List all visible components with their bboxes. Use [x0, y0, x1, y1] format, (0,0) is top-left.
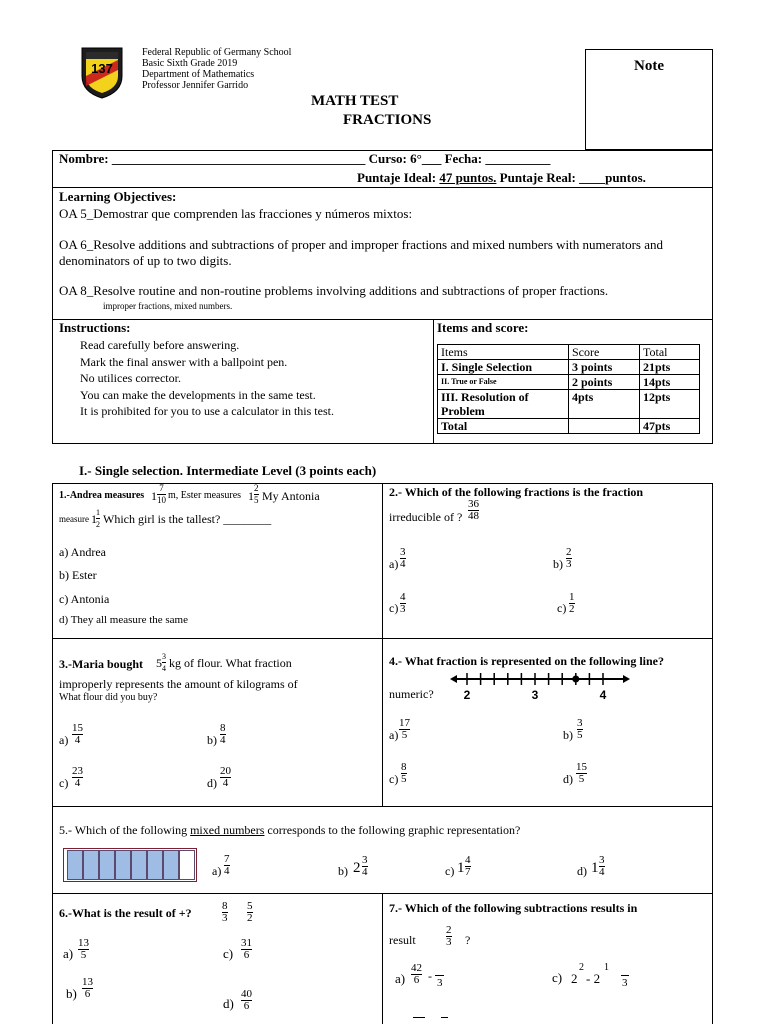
q2-option-a-frac: $\frac{3}{4}$ [400, 546, 406, 570]
instruction-item: It is prohibited for you to use a calculator in this test. [80, 404, 334, 418]
table-header-row [438, 345, 700, 360]
school-line: Federal Republic of Germany School [142, 47, 292, 58]
section1-title: I.- Single selection. Intermediate Level (3 points each) [79, 463, 377, 478]
q6-option-b[interactable]: b) [66, 986, 77, 1001]
q1-text-a: 1.-Andrea measures [59, 490, 145, 501]
q4-option-d-frac: $\frac{15}{5}$ [576, 761, 587, 785]
score-row [357, 170, 646, 186]
q4-option-a[interactable]: a) [389, 728, 399, 742]
instructions-list [80, 337, 334, 420]
q3-amount-frac: $\frac{3}{4}$ [162, 652, 166, 673]
q7-option-c-whole: 2 [571, 971, 578, 986]
q7-partial-line [413, 1017, 425, 1018]
q6-option-c[interactable]: c) [223, 946, 234, 961]
q1-andrea-frac: $\frac{7}{10}$ [157, 483, 166, 505]
note-label: Note [634, 58, 664, 74]
q2-option-a[interactable]: a) [389, 557, 399, 571]
score-real-field[interactable]: Puntaje Real: ____puntos. [496, 170, 646, 185]
q7-option-c-sup2: 1 [604, 962, 609, 973]
number-line-point [572, 676, 579, 683]
q7-option-a-minus: - [428, 969, 432, 983]
q1-text-d: measure [59, 514, 89, 524]
table-row: Total 47pts [438, 419, 700, 434]
table-row: III. Resolution of Problem 4pts 12pts [438, 390, 700, 419]
q1-option-a[interactable]: a) Andrea [59, 545, 106, 559]
q4-question: 4.- What fraction is represented on the following line? [389, 654, 664, 668]
fraction-cell [147, 850, 163, 880]
q7-option-c-mid: - 2 [586, 971, 601, 986]
school-line: Department of Mathematics [142, 69, 255, 80]
q7-option-a-bar [435, 975, 444, 976]
q5-option-c[interactable]: c) [445, 864, 455, 878]
q2-option-b[interactable]: b) [553, 557, 563, 571]
instruction-item: Mark the final answer with a ballpoint pen. [80, 354, 288, 369]
axis-label: 2 [463, 688, 471, 702]
q6-option-d-frac: $\frac{40}{6}$ [241, 988, 252, 1012]
q2-option-c-frac: $\frac{4}{3}$ [400, 591, 406, 615]
student-row[interactable] [59, 151, 550, 167]
q4-option-c[interactable]: c) [389, 772, 399, 786]
q1-option-c[interactable]: c) Antonia [59, 592, 110, 606]
q7-qmark: ? [465, 933, 471, 947]
axis-label: 4 [599, 688, 607, 702]
q5-option-c-whole: 1 [457, 860, 465, 876]
name-field[interactable]: Nombre: _______________________________________ [59, 151, 366, 166]
q5-option-d-whole: 1 [591, 860, 599, 876]
school-info [142, 47, 291, 91]
q3-option-c-frac: $\frac{23}{4}$ [72, 765, 83, 789]
q6-option-d[interactable]: d) [223, 996, 234, 1011]
instruction-item: No utilices corrector. [80, 371, 181, 385]
instruction-item: You can make the developments in the same test. [80, 387, 316, 402]
q4-option-d[interactable]: d) [563, 772, 573, 786]
q1-ester-frac: $\frac{2}{5}$ [254, 483, 259, 505]
q6-option-c-frac: $\frac{31}{6}$ [241, 937, 252, 961]
test-title: MATH TEST [311, 93, 399, 109]
objective-oa8: OA 8_Resolve routine and non-routine problems involving additions and subtractions of proper fractions. [59, 283, 609, 298]
q1-text-b: m, Ester measures [168, 490, 242, 501]
q1-option-b[interactable]: b) Ester [59, 568, 97, 582]
number-line [450, 668, 630, 704]
q7-option-c[interactable]: c) [552, 970, 563, 985]
q1-antonia-whole: 1 [91, 512, 97, 526]
q3-option-a-frac: $\frac{15}{4}$ [72, 722, 83, 746]
score-ideal-value: 47 puntos. [439, 170, 497, 185]
q6-operand-2: $\frac{5}{2}$ [247, 900, 253, 924]
table-row: I. Single Selection 3 points 21pts [438, 360, 700, 375]
question-grid [52, 483, 713, 1024]
fraction-cell [115, 850, 131, 880]
date-field[interactable]: Fecha: __________ [444, 151, 551, 166]
q3-option-d-frac: $\frac{20}{4}$ [220, 765, 231, 789]
q2-option-b-frac: $\frac{2}{3}$ [566, 546, 572, 570]
q3-text-b: kg of flour. What fraction [169, 656, 292, 670]
q3-option-a[interactable]: a) [59, 733, 69, 747]
q3-text-c: improperly represents the amount of kilograms of [59, 677, 298, 691]
table-row: II. True or False 2 points 14pts [438, 375, 700, 390]
q5-option-a[interactable]: a) [212, 864, 222, 878]
course-field[interactable]: Curso: 6°___ [368, 151, 442, 166]
axis-label: 3 [531, 688, 539, 702]
objectives-heading: Learning Objectives: [59, 189, 177, 204]
q1-question: Which girl is the tallest? ________ [103, 512, 272, 526]
q7-option-a-frac: $\frac{42}{6}$ [411, 962, 422, 986]
q5-option-b[interactable]: b) [338, 864, 348, 878]
svg-text:137: 137 [91, 61, 113, 76]
instructions-heading: Instructions: [59, 320, 131, 335]
q5-option-d-frac: $\frac{3}{4}$ [599, 854, 605, 878]
objective-oa5: OA 5_Demostrar que comprenden las fracciones y números mixtos: [59, 206, 413, 221]
objective-oa6: OA 6_Resolve additions and subtractions of proper and improper fractions and mixed numbers with numerators and [59, 237, 664, 252]
objective-oa8-sub: improper fractions, mixed numbers. [103, 301, 233, 311]
q3-text-a: 3.-Maria bought [59, 657, 143, 671]
q6-option-a-frac: $\frac{13}{5}$ [78, 937, 89, 961]
fraction-cell [67, 850, 83, 880]
test-subtitle: FRACTIONS [343, 112, 432, 128]
q7-option-a-den: 3 [437, 977, 443, 989]
q5-option-a-frac: $\frac{7}{4}$ [224, 853, 230, 877]
q2-question-cont: irreducible of ? [389, 510, 463, 524]
q4-option-b[interactable]: b) [563, 728, 573, 742]
q4-option-b-frac: $\frac{3}{5}$ [577, 717, 583, 741]
q2-option-d-frac: $\frac{1}{2}$ [569, 591, 575, 615]
q7-option-c-sup1: 2 [579, 962, 584, 973]
q7-option-a[interactable]: a) [395, 971, 406, 986]
q5-option-c-frac: $\frac{4}{7}$ [465, 854, 471, 878]
q5-option-b-frac: $\frac{3}{4}$ [362, 854, 368, 878]
q6-operand-1: $\frac{8}{3}$ [222, 900, 228, 924]
instruction-item: Read carefully before answering. [80, 338, 240, 352]
q3-option-d[interactable]: d) [207, 776, 217, 790]
q3-amount-whole: 5 [156, 656, 162, 670]
q5-option-d[interactable]: d) [577, 864, 587, 878]
q3-text-d: What flour did you buy? [59, 692, 158, 703]
q1-option-d[interactable]: d) They all measure the same [59, 614, 188, 626]
col-header: Score [569, 345, 640, 360]
q7-option-c-den: 3 [622, 977, 628, 989]
q7-question: 7.- Which of the following subtractions results in [389, 901, 638, 915]
q6-option-a[interactable]: a) [63, 946, 74, 961]
q2-target-frac: $\frac{36}{48}$ [468, 498, 479, 522]
note-box[interactable] [585, 49, 713, 150]
q1-ester-whole: 1 [248, 489, 254, 503]
score-table [437, 344, 700, 434]
q2-option-c[interactable]: c) [389, 601, 399, 615]
q4-option-c-frac: $\frac{8}{5}$ [401, 761, 407, 785]
q1-andrea-whole: 1 [151, 489, 157, 503]
school-line: Professor Jennifer Garrido [142, 80, 249, 91]
score-ideal-label: Puntaje Ideal: [357, 170, 440, 185]
q6-question: 6.-What is the result of +? [59, 906, 192, 920]
q6-option-b-frac: $\frac{13}{6}$ [82, 976, 93, 1000]
fraction-cell [163, 850, 179, 880]
q4-question-cont: numeric? [389, 687, 434, 701]
items-score-heading: Items and score: [437, 320, 529, 335]
q5-underlined: mixed numbers [190, 823, 265, 837]
q2-question: 2.- Which of the following fractions is the fraction [389, 485, 644, 499]
fraction-cell [131, 850, 147, 880]
q2-option-d[interactable]: c) [557, 601, 567, 615]
q4-option-a-frac: $\frac{17}{5}$ [399, 717, 410, 741]
fraction-cell [179, 850, 195, 880]
q3-option-b[interactable]: b) [207, 733, 217, 747]
school-line: Basic Sixth Grade 2019 [142, 58, 238, 69]
objective-oa6-cont: denominators of up to two digits. [59, 253, 232, 268]
col-header: Total [640, 345, 700, 360]
school-logo [80, 46, 124, 100]
q1-antonia-frac: $\frac{1}{2}$ [96, 508, 100, 529]
fraction-cell [99, 850, 115, 880]
q7-partial-line [441, 1017, 448, 1018]
fraction-cell [83, 850, 99, 880]
q1-text-c: My Antonia [262, 489, 320, 503]
q3-option-b-frac: $\frac{8}{4}$ [220, 722, 226, 746]
q3-option-c[interactable]: c) [59, 776, 69, 790]
q7-question-cont: result [389, 933, 416, 947]
col-header: Items [438, 345, 569, 360]
q5-option-b-whole: 2 [353, 860, 361, 876]
q7-target-frac: $\frac{2}{3}$ [446, 924, 452, 948]
q7-option-c-bar [621, 975, 629, 976]
q5-question: 5.- Which of the following mixed numbers corresponds to the following graphic representation? [59, 823, 521, 837]
